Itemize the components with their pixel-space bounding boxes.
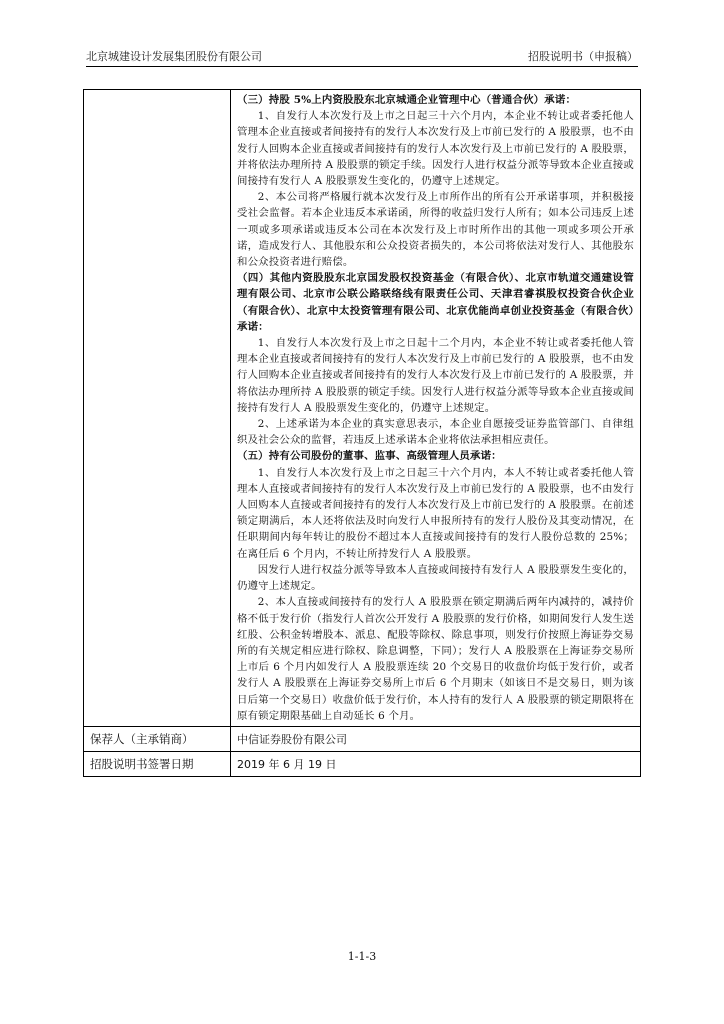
signing-date-row — [84, 751, 641, 776]
signing-date-label: 招股说明书签署日期 — [84, 751, 231, 776]
paragraph: 1、自发行人本次发行及上市之日起三十六个月内，本企业不转让或者委托他人管理本企业直接或者间接持有的发行人本次发行及上市前已发行的 A 股股票，也不由发行人回购本企业直接或者间接持有的发行人本次发行及上市前已发行的 A 股股票，并将依法办理所持 A 股股票的锁定手续。因发行人进行权益分派等导致本企业直接或间接持有发行人 A 股股票发生变化的，仍遵守上述规定。 — [237, 110, 634, 188]
sponsor-value: 中信证券股份有限公司 — [231, 726, 641, 751]
sponsor-label: 保荐人（主承销商） — [84, 726, 231, 751]
commitments-row — [84, 90, 641, 727]
paragraph: 2、本人直接或间接持有的发行人 A 股股票在锁定期满后两年内减持的，减持价格不低于发行价（指发行人首次公开发行 A 股股票的发行价格，如期间发行人发生送红股、公积金转增股本、派息、配股等除权、除息事项，则发行价按照上海证券交易所的有关规定相应进行除权、除息调整，下同）；发行人 A 股股票在上海证券交易所上市后 6 个月内如发行人 A 股股票连续 20 个交易日的收盘价均低于发行价，或者发行人 A 股股票在上海证券交易所上市后 6 个月期末（如该日不是交易日，则为该日后第一个交易日）收盘价低于发行价，本人持有的发行人 A 股股票的锁定期限将在原有锁定期限基础上自动延长 6 个月。 — [237, 596, 634, 722]
paragraph: 2、本公司将严格履行就本次发行及上市所作出的所有公开承诺事项，并积极接受社会监督。若本企业违反本承诺函，所得的收益归发行人所有；如本公司违反上述一项或多项承诺或违反本公司在本次发行及上市时所作出的其他一项或多项公开承诺，造成发行人、其他股东和公众投资者损失的，本公司将依法对发行人、其他股东和公众投资者进行赔偿。 — [237, 191, 634, 269]
page-header — [86, 48, 638, 66]
section-heading: （三）持股 5%上内资股股东北京城通企业管理中心（普通合伙）承诺： — [237, 94, 577, 106]
paragraph: 1、自发行人本次发行及上市之日起三十六个月内，本人不转让或者委托他人管理本人直接或者间接持有的发行人本次发行及上市前已发行的 A 股股票，也不由发行人回购本人直接或者间接持有的发行人本次发行及上市前已发行的 A 股股票。在前述锁定期满后，本人还将依法及时向发行人申报所持有的发行人股份及其变动情况，在任职期间内每年转让的股份不超过本人直接或间接持有的发行人股份总数的 25%；在离任后 6 个月内，不转让所持发行人 A 股股票。 — [237, 466, 634, 560]
commitments-cell — [231, 90, 641, 727]
info-table — [83, 89, 641, 777]
sponsor-row — [84, 726, 641, 751]
header-document-title: 招股说明书（申报稿） — [528, 50, 638, 63]
header-rule — [86, 66, 638, 67]
paragraph: 因发行人进行权益分派等导致本人直接或间接持有发行人 A 股股票发生变化的，仍遵守上述规定。 — [237, 563, 634, 593]
page-number: 1-1-3 — [347, 950, 377, 963]
signing-date-value: 2019 年 6 月 19 日 — [231, 751, 641, 776]
paragraph: 2、上述承诺为本企业的真实意思表示，本企业自愿接受证券监管部门、自律组织及社会公众的监督，若违反上述承诺本企业将依法承担相应责任。 — [237, 418, 634, 447]
section-heading: （四）其他内资股股东北京国发股权投资基金（有限合伙）、北京市轨道交通建设管理有限公司、北京市公联公路联络线有限责任公司、天津君睿祺股权投资合伙企业（有限合伙）、北京中太投资管理有限公司、北京优能尚卓创业投资基金（有限合伙）承诺： — [237, 272, 634, 333]
paragraph: 1、自发行人本次发行及上市之日起十二个月内，本企业不转让或者委托他人管理本企业直接或者间接持有的发行人本次发行及上市前已发行的 A 股股票，也不由发行人回购本企业直接或者间接持有的发行人本次发行及上市前已发行的 A 股股票，并将依法办理所持 A 股股票的锁定手续。因发行人进行权益分派等导致本企业直接或间接持有发行人 A 股股票发生变化的，仍遵守上述规定。 — [237, 337, 634, 414]
commitments-label-cell — [84, 90, 231, 727]
section-heading: （五）持有公司股份的董事、监事、高级管理人员承诺： — [237, 450, 502, 463]
header-company: 北京城建设计发展集团股份有限公司 — [86, 50, 262, 63]
